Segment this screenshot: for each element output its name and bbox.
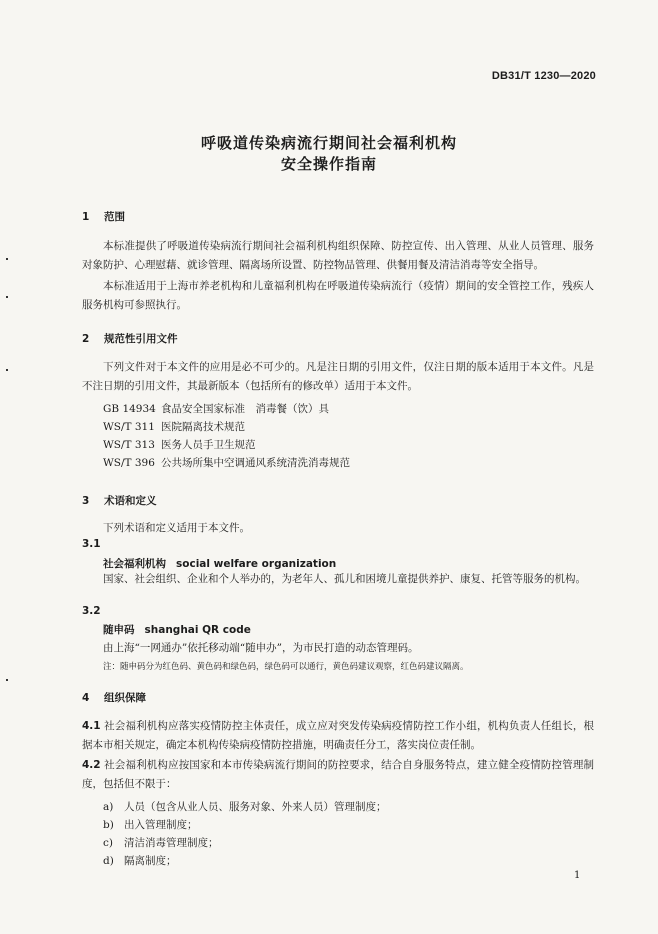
term-english: social welfare organization [176,558,337,570]
reference-code: WS/T 396 [103,457,155,469]
section-1-paragraph-2: 本标准适用于上海市养老机构和儿童福利机构在呼吸道传染病流行（疫情）期间的安全管控工作，残疾人服务机构可参照执行。 [82,280,594,311]
document-title-line-2: 安全操作指南 [280,155,377,173]
term-definition: 国家、社会组织、企业和个人举办的，为老年人、孤儿和困境儿童提供养护、康复、托管等服务的机构。 [103,573,586,585]
list-item [103,835,219,850]
term-number: 3.2 [82,605,101,617]
list-label: a) [103,801,114,813]
list-label: b) [103,819,114,831]
clause-text: 社会福利机构应按国家和本市传染病流行期间的防控要求，结合自身服务特点，建立健全疫情防控管理制度，包括但不限于： [82,759,594,790]
page-number: 1 [574,870,581,881]
reference-item [103,455,350,470]
term-note: 注：随申码分为红色码、黄色码和绿色码，绿色码可以通行，黄色码建议观察，红色码建议隔离。 [103,662,469,672]
term-number: 3.1 [82,538,101,550]
standard-code: DB31/T 1230—2020 [491,70,596,82]
section-title: 范围 [104,211,125,223]
section-1-heading [82,209,125,224]
section-title: 术语和定义 [104,495,157,507]
list-text: 隔离制度； [124,855,177,867]
section-2-heading [82,331,178,346]
list-label: d) [103,855,114,867]
list-text: 出入管理制度； [124,819,198,831]
section-number: 3 [82,495,90,507]
scan-mark [6,369,8,371]
scan-mark [6,258,8,260]
section-1-paragraph-1: 本标准提供了呼吸道传染病流行期间社会福利机构组织保障、防控宣传、出入管理、从业人员管理、服务对象防护、心理慰藉、就诊管理、隔离场所设置、防控物品管理、供餐用餐及清洁消毒等安全指导。 [82,240,594,271]
reference-name: 医院隔离技术规范 [161,421,245,433]
reference-name: 食品安全国家标准 消毒餐（饮）具 [161,403,329,415]
clause-number: 4.1 [82,720,101,732]
section-number: 1 [82,211,90,223]
list-label: c) [103,837,113,849]
reference-code: WS/T 313 [103,439,155,451]
term-chinese: 社会福利机构 [103,558,166,570]
term-chinese: 随申码 [103,624,135,636]
scan-mark [6,296,8,298]
term-definition: 由上海“一网通办”依托移动端“随申办”，为市民打造的动态管理码。 [103,642,419,654]
list-item [103,817,198,832]
reference-item [103,401,329,416]
clause-number: 4.2 [82,759,101,771]
reference-code: WS/T 311 [103,421,155,433]
reference-name: 公共场所集中空调通风系统清洗消毒规范 [161,457,350,469]
reference-code: GB 14934 [103,403,156,415]
scan-mark [6,679,8,681]
reference-item [103,437,256,452]
section-3-intro: 下列术语和定义适用于本文件。 [103,522,250,534]
section-number: 2 [82,333,90,345]
section-4-heading [82,690,146,705]
section-title: 组织保障 [104,692,146,704]
section-2-intro: 下列文件对于本文件的应用是必不可少的。凡是注日期的引用文件，仅注日期的版本适用于本文件。凡是不注日期的引用文件，其最新版本（包括所有的修改单）适用于本文件。 [82,361,594,392]
reference-name: 医务人员手卫生规范 [161,439,256,451]
clause-4-1 [82,717,594,755]
list-item [103,853,177,868]
term-entry [103,556,336,571]
document-title-line-1: 呼吸道传染病流行期间社会福利机构 [200,134,457,152]
term-entry [103,622,251,637]
list-text: 清洁消毒管理制度； [124,837,219,849]
list-text: 人员（包含从业人员、服务对象、外来人员）管理制度； [124,801,387,813]
term-english: shanghai QR code [144,624,251,636]
section-title: 规范性引用文件 [104,333,178,345]
reference-item [103,419,245,434]
clause-4-2 [82,756,594,794]
clause-text: 社会福利机构应落实疫情防控主体责任，成立应对突发传染病疫情防控工作小组，机构负责人任组长，根据本市相关规定，确定本机构传染病疫情防控措施，明确责任分工，落实岗位责任制。 [82,720,594,751]
section-3-heading [82,493,157,508]
section-number: 4 [82,692,90,704]
list-item [103,799,387,814]
